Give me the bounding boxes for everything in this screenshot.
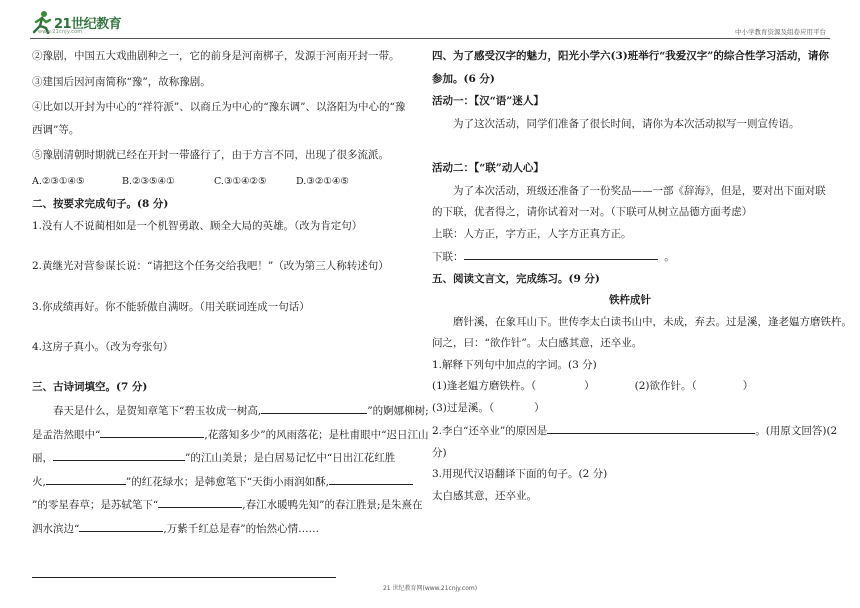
reading-q3-text: 太白感其意，还卒业。 xyxy=(432,489,537,502)
option-d: D.③②①④⑤ xyxy=(296,175,349,187)
option-a: A.②③①④⑤ xyxy=(32,175,85,187)
answer-options xyxy=(32,173,418,191)
option-c: C.③①④②⑤ xyxy=(214,175,267,187)
platform-name: 中小学教育资源及组卷应用平台 xyxy=(735,28,826,36)
reading-q2: 2.李白“还卒业”的原因是 。(用原文回答)(2 xyxy=(432,421,828,441)
answer-blank[interactable] xyxy=(329,472,413,485)
activity-2-text: 的下联，优者得之，请你试着对一对。（下联可从树立品德方面考虑） xyxy=(432,206,753,218)
reading-q3: 3.用现代汉语翻译下面的句子。(2 分) xyxy=(432,468,608,480)
page-footer: 21 世纪教育网(www.21cnjy.com) xyxy=(382,585,478,592)
activity-1-title: 活动一：【汉“语”迷人】 xyxy=(432,95,544,107)
couplet-lower: 下联： 。 xyxy=(432,247,828,267)
poem-line: 是孟浩然眼中“ ,花落知多少”的风雨落花；是杜甫眼中“迟日江山 xyxy=(32,425,418,445)
footer-divider xyxy=(32,577,336,578)
activity-2-text: 为了本次活动，班级还准备了一份奖品——一部《辞海》，但是，要对出下面对联 xyxy=(453,184,826,197)
answer-blank[interactable] xyxy=(158,495,242,508)
answer-blank[interactable] xyxy=(547,421,755,434)
answer-blank[interactable] xyxy=(464,247,658,260)
section-5-title: 五、阅读文言文，完成练习。(9 分) xyxy=(432,272,600,285)
text-line: ⑤豫剧清朝时期就已经在开封一带盛行了，由于方言不同，出现了很多流派。 xyxy=(32,149,389,161)
logo-text: 21世纪教育 xyxy=(54,16,122,32)
text-line: ②豫剧，中国五大戏曲剧种之一，它的前身是河南梆子，发源于河南开封一带。 xyxy=(32,50,400,62)
section-3-title: 三、古诗词填空。(7 分) xyxy=(32,380,148,393)
option-b: B.②③⑤④① xyxy=(122,175,175,187)
left-column xyxy=(32,48,429,538)
answer-blank[interactable] xyxy=(46,472,126,485)
passage-title: 铁杵成针 xyxy=(609,294,651,306)
poem-line: 丽， ”的江山美景；是白居易记忆中“日出江花红胜 xyxy=(32,448,418,468)
reading-q1-items: (3)过是溪。（ ） xyxy=(432,401,545,414)
text-line: 西调”等。 xyxy=(32,123,80,136)
header-divider xyxy=(30,38,830,39)
text-line: ③建国后因河南简称“豫”，故称豫剧。 xyxy=(32,75,211,88)
passage-text: 问之，曰：“欲作针”。太白感其意，还卒业。 xyxy=(432,337,643,349)
right-column xyxy=(432,48,852,505)
page-header xyxy=(0,0,860,40)
poem-line: 春天是什么，是贺知章笔下“碧玉妆成一树高, ”的婀娜柳树; xyxy=(32,401,418,421)
reading-q2-cont: 分) xyxy=(432,446,447,459)
answer-blank[interactable] xyxy=(100,425,204,438)
question-2: 2.黄继光对营参谋长说：“请把这个任务交给我吧！”（改为第三人称转述句） xyxy=(32,260,389,272)
section-4-title: 四、为了感受汉字的魅力，阳光小学六(3)班举行“我爱汉字”的综合性学习活动，请你 xyxy=(432,50,829,62)
section-4-title-cont: 参加。(6 分) xyxy=(432,72,495,85)
activity-2-title: 活动二：【“联”动人心】 xyxy=(432,162,544,174)
question-1: 1.没有人不说蔺相如是一个机智勇敢、顾全大局的英雄。（改为肯定句） xyxy=(32,219,363,232)
answer-blank[interactable] xyxy=(79,519,163,532)
question-4: 4.这房子真小。（改为夸张句） xyxy=(32,341,174,353)
logo-url: www.21cnjy.com xyxy=(38,29,83,35)
poem-line: ”的零星春草；是苏轼笔下“ ,春江水暖鸭先知”的春江胜景;是朱熹在 xyxy=(32,495,418,515)
question-3: 3.你成绩再好。你不能骄傲自满呀。（用关联词连成一句话） xyxy=(32,300,310,313)
text-line: ④比如以开封为中心的“祥符派”、以商丘为中心的“豫东调”、以洛阳为中心的“豫 xyxy=(32,101,406,113)
activity-1-text: 为了这次活动，同学们准备了很长时间，请你为本次活动拟写一则宣传语。 xyxy=(453,117,800,130)
reading-q1-items: (1)逢老媪方磨铁杵。（ ） (2)欲作针。（ ） xyxy=(432,380,754,392)
reading-q1: 1.解释下列句中加点的字词。(3 分) xyxy=(432,358,597,371)
poem-line: 泗水滨边“ ,万紫千红总是春”的怡然心情…… xyxy=(32,519,418,539)
passage-text: 磨针溪，在象耳山下。世传李太白读书山中，未成，弃去。过是溪，逢老媪方磨铁杵。 xyxy=(453,315,852,328)
section-2-title: 二、按要求完成句子。(8 分) xyxy=(32,198,169,210)
answer-blank[interactable] xyxy=(261,401,367,414)
couplet-upper: 上联：人方正，字方正，人字方正真方正。 xyxy=(432,227,632,240)
poem-line: 火, ”的红花绿水；是韩愈笔下“天街小雨润如酥, xyxy=(32,472,418,492)
answer-blank[interactable] xyxy=(53,448,185,461)
